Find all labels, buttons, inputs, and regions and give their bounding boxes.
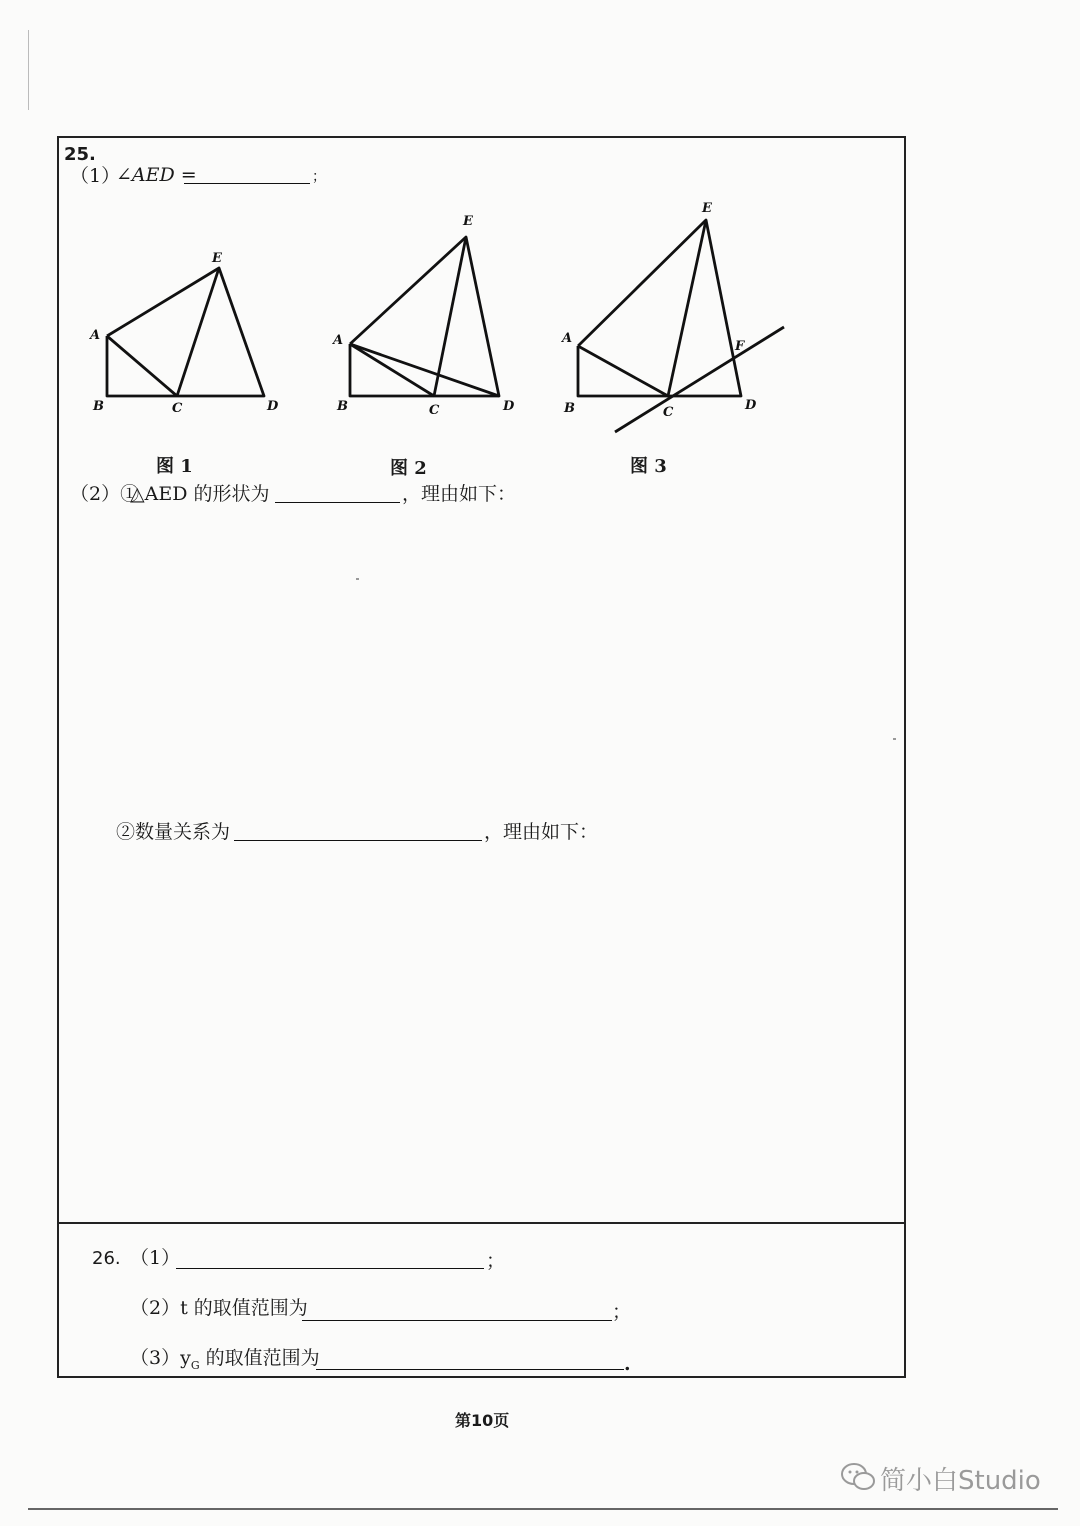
scan-edge <box>28 30 29 110</box>
answer-frame <box>57 136 906 1378</box>
fig2-label-a: A <box>333 333 344 348</box>
q25-part1-prefix: （1） <box>70 165 121 187</box>
q25-part3-suffix: ，理由如下： <box>484 821 599 843</box>
page-number: 第10页 <box>455 1411 510 1430</box>
q25-part2-suffix: ，理由如下： <box>402 483 517 505</box>
q25-part3-answer-blank[interactable] <box>234 840 482 841</box>
q25-part2-label: △AED 的形状为 <box>130 483 270 505</box>
fig3-label-c: C <box>663 405 674 420</box>
fig3-label-e: E <box>702 201 712 216</box>
question-25-number: 25. <box>64 144 96 165</box>
q26-part3-var: （3）y <box>130 1347 191 1369</box>
q26-part3-subscript: G <box>190 1358 200 1372</box>
wechat-icon <box>840 1462 876 1492</box>
section-divider <box>57 1222 906 1224</box>
q26-part2-label: （2）t 的取值范围为 <box>130 1297 308 1319</box>
fig2-label-e: E <box>463 214 473 229</box>
figure-2-caption: 图 2 <box>390 458 427 479</box>
q26-part2-answer-blank[interactable] <box>302 1320 612 1321</box>
q26-part1-end: ； <box>486 1250 506 1272</box>
q25-part1-label: ∠AED = <box>116 164 197 186</box>
fig1-label-c: C <box>172 401 183 416</box>
fig1-label-a: A <box>90 328 101 343</box>
fig3-label-b: B <box>564 401 575 416</box>
fig3-label-f: F <box>735 339 745 354</box>
q25-part3-label: ②数量关系为 <box>116 821 231 843</box>
scan-speck <box>356 578 359 580</box>
scan-bottom-edge <box>28 1508 1058 1510</box>
q26-part2-end: ； <box>612 1301 632 1323</box>
fig2-label-d: D <box>503 399 515 414</box>
figure-3-caption: 图 3 <box>630 456 667 477</box>
figure-1-caption: 图 1 <box>156 456 193 477</box>
q26-part1-label: （1） <box>130 1247 181 1269</box>
q26-part3-answer-blank[interactable] <box>316 1369 624 1370</box>
q25-part1-end: ； <box>312 169 326 185</box>
question-26-number: 26. <box>92 1248 121 1269</box>
fig3-label-d: D <box>745 398 757 413</box>
q26-part3-text: 的取值范围为 <box>199 1347 320 1369</box>
fig1-label-b: B <box>93 399 104 414</box>
scan-speck <box>893 738 896 740</box>
fig2-label-c: C <box>429 403 440 418</box>
fig1-label-d: D <box>267 399 279 414</box>
q26-part1-answer-blank[interactable] <box>176 1268 484 1269</box>
q25-part1-answer-blank[interactable] <box>184 183 310 184</box>
q25-part2-prefix: （2）① <box>70 483 140 505</box>
q26-part3-end: . <box>624 1353 631 1375</box>
fig1-label-e: E <box>212 251 222 266</box>
fig3-label-a: A <box>562 331 573 346</box>
watermark-text: 简小白Studio <box>880 1466 1041 1496</box>
q25-part2-answer-blank[interactable] <box>275 502 400 503</box>
fig2-label-b: B <box>337 399 348 414</box>
q26-part3-label <box>130 1349 320 1371</box>
